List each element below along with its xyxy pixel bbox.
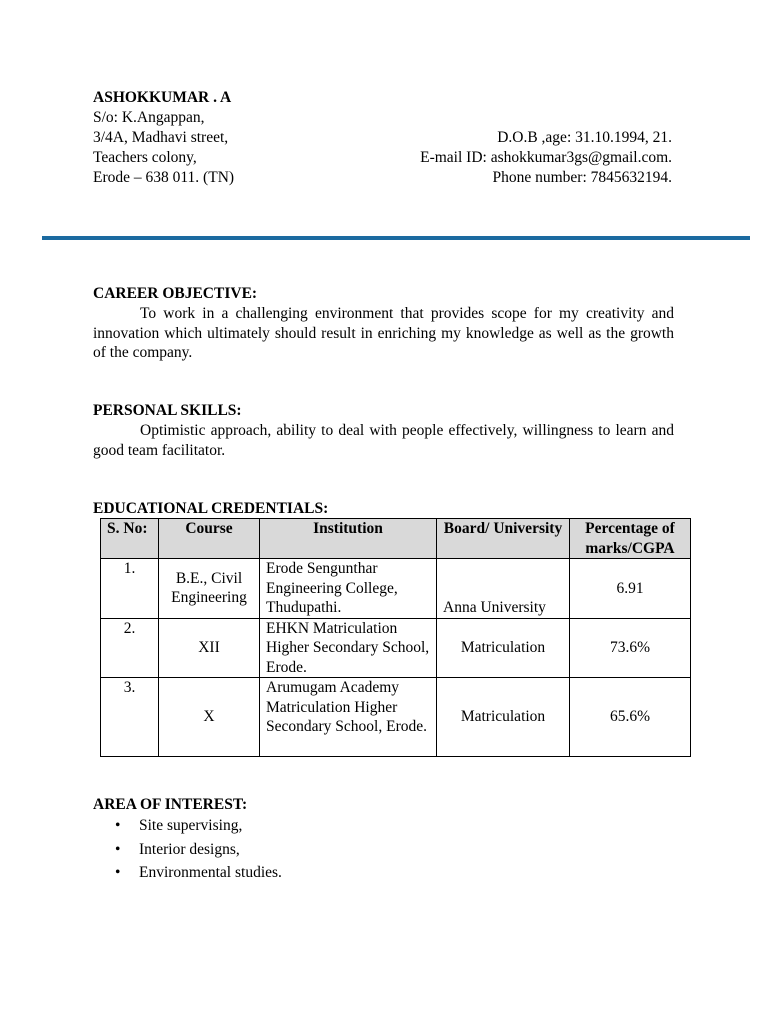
cell-sno: 1. [101, 559, 159, 619]
column-header-institution: Institution [260, 519, 437, 559]
bullet-icon: • [115, 840, 121, 858]
table-header-row [101, 519, 691, 559]
area-of-interest-heading: AREA OF INTEREST: [93, 796, 248, 813]
phone-number: Phone number: 7845632194. [492, 169, 672, 186]
bullet-icon: • [115, 864, 121, 881]
email-id: E-mail ID: ashokkumar3gs@gmail.com. [420, 149, 672, 166]
list-item-text: Environmental studies. [139, 864, 282, 881]
cell-institution: EHKN Matriculation Higher Secondary School, Erode. [260, 618, 437, 678]
personal-skills-text: Optimistic approach, ability to deal with people effectively, willingness to learn and good team facilitator. [93, 422, 674, 459]
education-heading: EDUCATIONAL CREDENTIALS: [93, 500, 329, 517]
cell-percentage: 6.91 [570, 559, 691, 619]
career-objective-text: To work in a challenging environment that provides scope for my creativity and innovation which ultimately should result in enriching my knowledge as well as the growth of the company. [93, 305, 674, 361]
personal-skills-heading: PERSONAL SKILLS: [93, 402, 242, 419]
list-item [93, 861, 282, 885]
cell-board: Anna University [437, 559, 570, 619]
bullet-icon: • [115, 817, 121, 834]
list-item-text: Interior designs, [139, 840, 240, 858]
list-item [93, 838, 282, 862]
list-item [93, 814, 282, 838]
cell-course: X [159, 678, 260, 757]
header-divider [42, 236, 750, 240]
dob-age: D.O.B ,age: 31.10.1994, 21. [497, 129, 672, 146]
table-row [101, 559, 691, 619]
address-line: Erode – 638 011. (TN) [93, 169, 235, 186]
list-item-text: Site supervising, [139, 817, 243, 834]
column-header-board: Board/ University [437, 519, 570, 559]
address-line: Teachers colony, [93, 149, 197, 166]
cell-percentage: 73.6% [570, 618, 691, 678]
cell-course: B.E., Civil Engineering [159, 559, 260, 619]
cell-percentage: 65.6% [570, 678, 691, 757]
cell-board: Matriculation [437, 618, 570, 678]
cell-institution: Erode Sengunthar Engineering College, Thudupathi. [260, 559, 437, 619]
cell-sno: 2. [101, 618, 159, 678]
column-header-percentage: Percentage of marks/CGPA [570, 519, 691, 559]
address-line: 3/4A, Madhavi street, [93, 129, 229, 146]
column-header-course: Course [159, 519, 260, 559]
address-line: S/o: K.Angappan, [93, 109, 205, 126]
candidate-name: ASHOKKUMAR . A [93, 89, 232, 106]
cell-board: Matriculation [437, 678, 570, 757]
education-table [100, 518, 691, 757]
area-of-interest-list [93, 814, 282, 885]
career-objective-heading: CAREER OBJECTIVE: [93, 285, 258, 302]
cell-sno: 3. [101, 678, 159, 757]
column-header-sno: S. No: [101, 519, 159, 559]
cell-course: XII [159, 618, 260, 678]
table-row [101, 618, 691, 678]
cell-institution: Arumugam Academy Matriculation Higher Secondary School, Erode. [260, 678, 437, 757]
table-row [101, 678, 691, 757]
